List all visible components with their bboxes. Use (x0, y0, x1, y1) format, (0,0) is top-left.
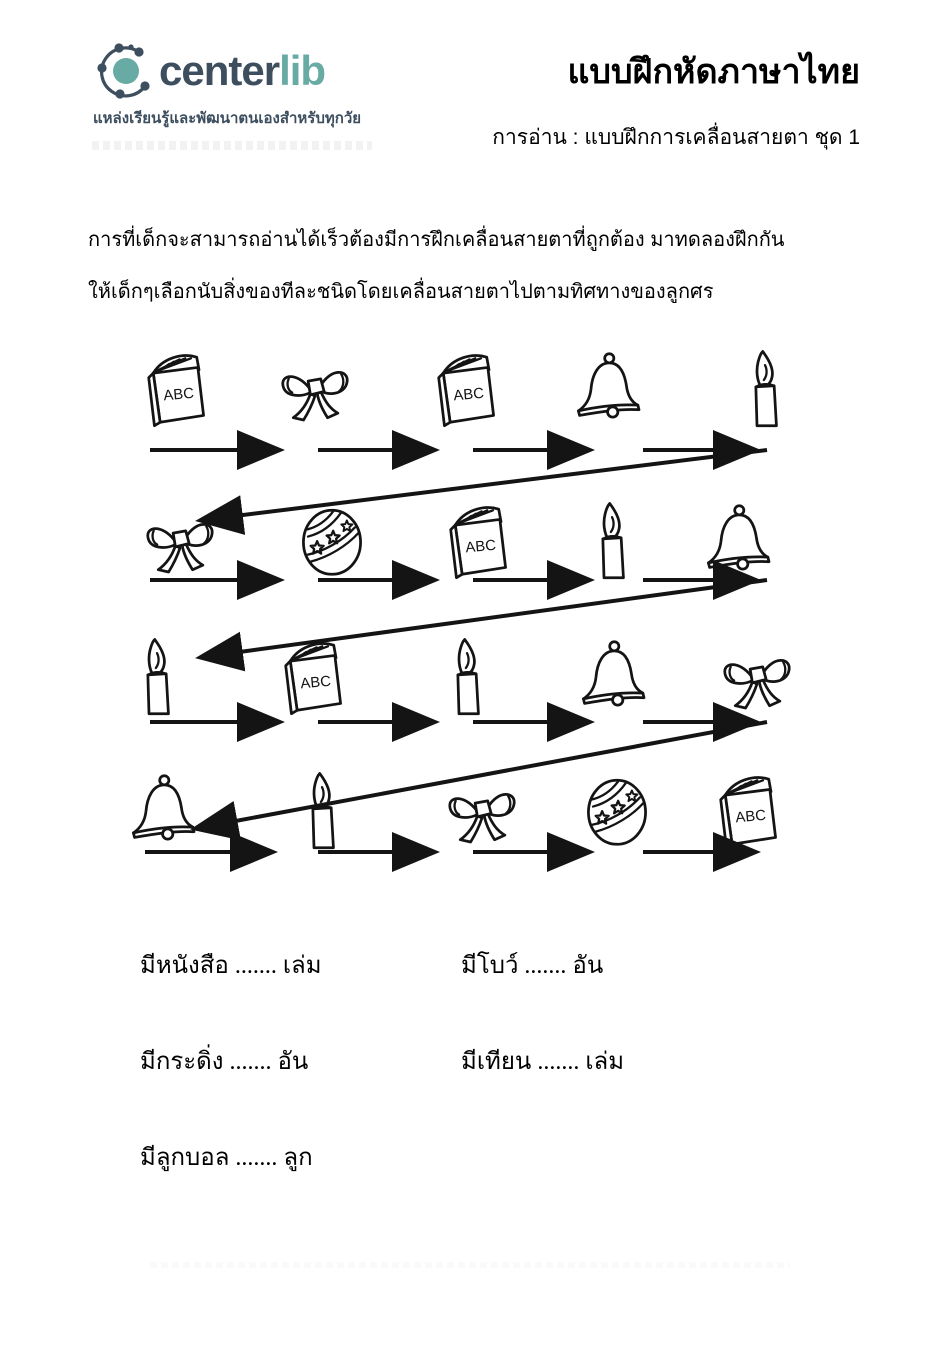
bell-icon (122, 770, 202, 850)
page-title: แบบฝึกหัดภาษาไทย (567, 53, 860, 91)
ball-icon (577, 770, 657, 850)
centerlib-logo-icon (93, 38, 159, 104)
book-icon (437, 500, 517, 580)
wordmark-center: center (159, 47, 280, 94)
question-row-3 (140, 1137, 820, 1176)
bow-icon (140, 500, 220, 580)
candle-icon (117, 636, 197, 716)
bow-icon (442, 770, 522, 850)
book-icon (272, 636, 352, 716)
bell-icon (572, 636, 652, 716)
book-icon (135, 348, 215, 428)
faded-text-remnant-bottom (150, 1262, 790, 1268)
bell-icon (567, 348, 647, 428)
question-row-2 (140, 1041, 820, 1080)
question-books: มีหนังสือ ....... เล่ม (140, 953, 322, 979)
candle-icon (725, 348, 805, 428)
eye-movement-exercise (85, 338, 875, 883)
candle-icon (572, 500, 652, 580)
instructions-line-1: การที่เด็กจะสามารถอ่านได้เร็วต้องมีการฝึกเคลื่อนสายตาที่ถูกต้อง มาทดลองฝึกกัน (88, 229, 785, 251)
question-bells: มีกระดิ่ง ....... อัน (140, 1049, 309, 1075)
question-balls: มีลูกบอล ....... ลูก (140, 1145, 313, 1171)
candle-icon (427, 636, 507, 716)
question-bows: มีโบว์ ....... อัน (461, 953, 604, 979)
instructions (88, 214, 888, 318)
wordmark-lib: lib (279, 47, 326, 94)
bell-icon (697, 500, 777, 580)
bow-icon (275, 348, 355, 428)
book-icon (707, 770, 787, 850)
question-row-1 (140, 945, 820, 984)
centerlib-logo (93, 38, 393, 130)
ball-icon (292, 500, 372, 580)
instructions-line-2: ให้เด็กๆเลือกนับสิ่งของทีละชนิดโดยเคลื่อนสายตาไปตามทิศทางของลูกศร (88, 281, 714, 303)
bow-icon (717, 636, 797, 716)
candle-icon (282, 770, 362, 850)
book-icon (425, 348, 505, 428)
faded-text-remnant-top (92, 141, 372, 150)
page-subtitle: การอ่าน : แบบฝึกการเคลื่อนสายตา ชุด 1 (492, 125, 860, 149)
logo-tagline: แหล่งเรียนรู้และพัฒนาตนเองสำหรับทุกวัย (93, 110, 362, 127)
centerlib-wordmark (159, 38, 325, 104)
question-candles: มีเทียน ....... เล่ม (461, 1049, 625, 1075)
